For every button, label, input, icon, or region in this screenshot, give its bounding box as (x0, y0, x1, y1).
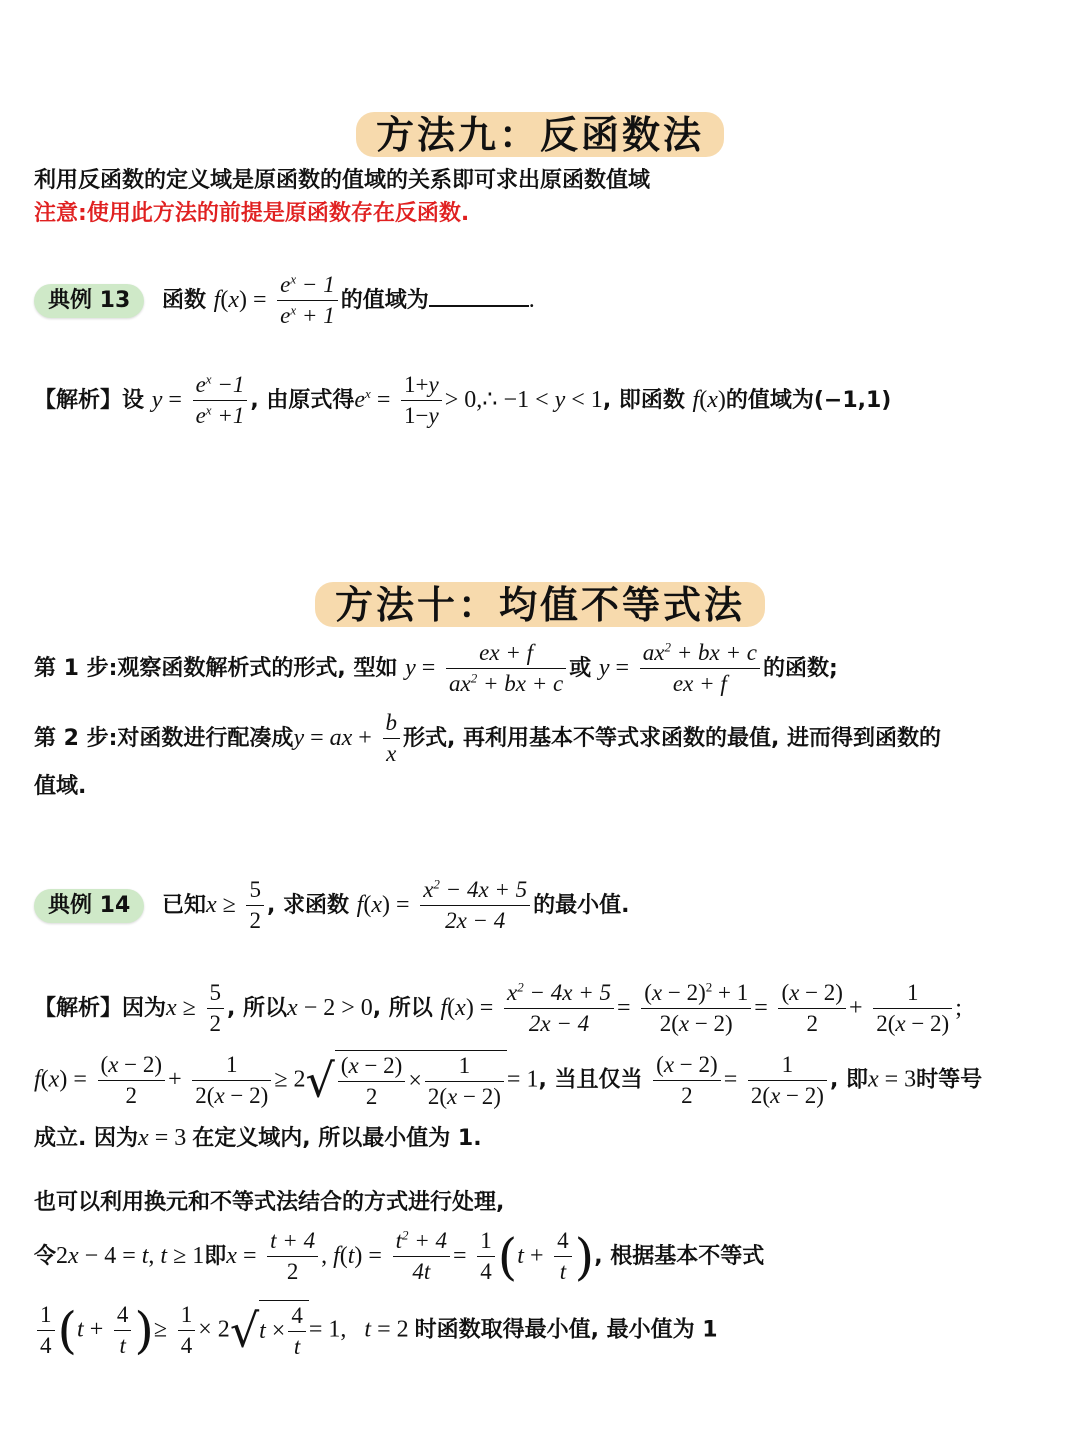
ex14-q-prefix: 已知 (161, 892, 206, 918)
step2-frac: $\frac{b}{x}$ (383, 710, 401, 768)
method10-step2: 第 2 步:对函数进行配凑成y = ax + $\frac{b}{x}$ 形式, 再利用基本不等式求函数的最值, 进而得到函数的 (34, 710, 942, 767)
example13-badge: 典例 13 (34, 284, 144, 318)
method10-step1: 第 1 步:观察函数解析式的形式, 型如 y = $\frac{ex + f}{ax^2 + bx + c}$ 或 y = $\frac{ax^2 + bx + c}{ex + f}$ 的函数; (34, 639, 838, 697)
alt-let: 令 (34, 1243, 57, 1269)
example13-question: 典例 13 函数 f(x) = $\frac{e^x - 1}{e^x + 1}$ 的值域为 . (34, 272, 535, 330)
ex14-l3: 成立. 因为 (34, 1126, 139, 1151)
ex14-q-mid: , 求函数 (266, 892, 349, 918)
ex14-l2-frac4: $\frac{1}{2(x - 2)}$ (748, 1052, 827, 1110)
step1-prefix: 第 1 步:观察函数解析式的形式, 型如 (34, 655, 398, 681)
method10-title: 方法十：均值不等式法 (311, 572, 769, 631)
alt-sqrt: √t × $\frac{4}{t}$ (230, 1300, 309, 1361)
answer-blank (429, 287, 529, 307)
example14-solution-line3: 成立. 因为x = 3 在定义域内, 所以最小值为 1. (34, 1125, 482, 1151)
example14-solution-line1: 【解析】因为x ≥ $\frac{5}{2}$ , 所以x − 2 > 0, 所以 f(x) = $\frac{x^2 - 4x + 5}{2x - 4}$ = $\frac{(x - 2)^2 + 1}{2(x - 2)}$ = $\frac{(x - 2)}{2}$ + $\frac{1}{2(x - 2)}$ ; (34, 979, 962, 1037)
ex14-sol-label: 【解析】因为 (34, 995, 167, 1021)
alt-frac3: $\frac{1}{4}$ (477, 1228, 495, 1286)
ex14-s-frac3: $\frac{(x - 2)}{2}$ (778, 980, 846, 1038)
ex14-q-frac2: $\frac{x^2 - 4x + 5}{2x - 4}$ (420, 877, 530, 935)
step2-suffix: 形式, 再利用基本不等式求函数的最值, 进而得到函数的 (403, 725, 942, 751)
alt2-frac3: $\frac{1}{4}$ (178, 1302, 196, 1360)
ex14-s-frac0: $\frac{5}{2}$ (207, 980, 225, 1038)
example14-badge: 典例 14 (34, 889, 144, 923)
example14-solution-line2: f(x) = $\frac{(x - 2)}{2}$ + $\frac{1}{2(x - 2)}$ ≥ 2√ $\frac{(x - 2)}{2}$ × $\frac{1}{2(x - 2)}$ = 1, 当且仅当 $\frac{(x - 2)}{2}$ = $\frac{1}{2(x - 2)}$ , 即x = 3时等号 (34, 1051, 983, 1110)
ex13-q-prefix: 函数 (161, 287, 206, 313)
ex14-l2-mid: , 当且仅当 (538, 1067, 643, 1093)
note-text: 使用此方法的前提是原函数存在反函数. (86, 201, 470, 226)
alt-let2: 即 (204, 1243, 227, 1269)
alt-basic: , 根据基本不等式 (594, 1243, 765, 1269)
ex14-s-frac4: $\frac{1}{2(x - 2)}$ (873, 980, 952, 1038)
ex14-l2-end2: 时等号 (916, 1067, 983, 1093)
example14-alt-line1: 令2x − 4 = t, t ≥ 1即x = $\frac{t + 4}{2}$ , f(t) = $\frac{t^2 + 4}{4t}$ = $\frac{1}{4}$ (t + $\frac{4}{t}$ ), 根据基本不等式 (34, 1227, 765, 1286)
ex13-fx: f (213, 286, 221, 313)
ex13-sol-frac1: $\frac{e^x -1}{e^x +1}$ (193, 372, 248, 430)
alt-frac1: $\frac{t + 4}{2}$ (267, 1228, 318, 1286)
example14-alt-line2: $\frac{1}{4}$ (t + $\frac{4}{t}$ )≥ $\frac{1}{4}$ × 2√t × $\frac{4}{t}$ = 1, t = 2 时函数取得最小值, 最小值为 1 (34, 1300, 718, 1361)
alt-last: 时函数取得最小值, 最小值为 1 (414, 1317, 718, 1343)
step1-frac1: $\frac{ex + f}{ax^2 + bx + c}$ (446, 640, 566, 698)
alt2-frac2: $\frac{4}{t}$ (114, 1302, 132, 1360)
step2-prefix: 第 2 步:对函数进行配凑成 (34, 725, 294, 751)
ex14-s-frac1: $\frac{x^2 - 4x + 5}{2x - 4}$ (504, 980, 614, 1038)
ex13-fraction: $\frac{e^x - 1}{e^x + 1}$ (277, 272, 338, 330)
ex14-sol-mid2: , 所以 (372, 995, 433, 1021)
step1-frac2: $\frac{ax^2 + bx + c}{ex + f}$ (640, 640, 760, 698)
ex13-sol-mid2: , 即函数 (602, 387, 685, 413)
alt-frac2: $\frac{t^2 + 4}{4t}$ (393, 1228, 450, 1286)
ex13-sol-mid: , 由原式得 (250, 387, 355, 413)
ex14-l2-frac3: $\frac{(x - 2)}{2}$ (653, 1052, 721, 1110)
ex13-sol-label: 【解析】设 (34, 387, 145, 413)
method9-title: 方法九：反函数法 (352, 102, 728, 161)
ex13-sol-end: 的值域为(−1,1) (725, 387, 892, 413)
ex13-sol-frac2: $\frac{1+y}{1-y}$ (401, 372, 442, 430)
method10-heading-wrap (0, 572, 1080, 631)
example14-alt-intro: 也可以利用换元和不等式法结合的方式进行处理, (34, 1190, 505, 1215)
method9-note (34, 201, 469, 227)
example14-question: 典例 14 已知x ≥ $\frac{5}{2}$ , 求函数 f(x) = $\frac{x^2 - 4x + 5}{2x - 4}$ 的最小值. (34, 877, 630, 935)
ex14-q-suffix: 的最小值. (533, 892, 630, 918)
method9-description: 利用反函数的定义域是原函数的值域的关系即可求出原函数值域 (34, 168, 651, 193)
step1-or: 或 (569, 655, 592, 681)
ex14-l2-end: , 即 (829, 1067, 868, 1093)
ex14-sqrt: √ $\frac{(x - 2)}{2}$ × $\frac{1}{2(x - 2)}$ (305, 1050, 506, 1111)
ex14-l2-frac1: $\frac{(x - 2)}{2}$ (98, 1052, 166, 1110)
note-label: 注意: (34, 201, 87, 226)
alt-frac4: $\frac{4}{t}$ (554, 1228, 572, 1286)
ex14-l2-frac2: $\frac{1}{2(x - 2)}$ (192, 1052, 271, 1110)
ex13-q-suffix: 的值域为 (340, 287, 429, 313)
ex14-q-frac1: $\frac{5}{2}$ (246, 877, 264, 935)
method9-heading-wrap (0, 102, 1080, 161)
ex14-s-frac2: $\frac{(x - 2)^2 + 1}{2(x - 2)}$ (641, 980, 751, 1038)
step1-suffix: 的函数; (762, 655, 838, 681)
example13-solution: 【解析】设 y = $\frac{e^x -1}{e^x +1}$ , 由原式得$e^x$ = $\frac{1+y}{1-y}$ > 0,∴ −1 < y < 1, 即函数 f(x)的值域为(−1,1) (34, 371, 892, 429)
method10-step2-cont: 值域. (34, 774, 87, 799)
ex14-sol-mid: , 所以 (227, 995, 288, 1021)
ex14-l3b: 在定义域内, 所以最小值为 1. (192, 1126, 482, 1151)
alt2-frac1: $\frac{1}{4}$ (37, 1302, 55, 1360)
